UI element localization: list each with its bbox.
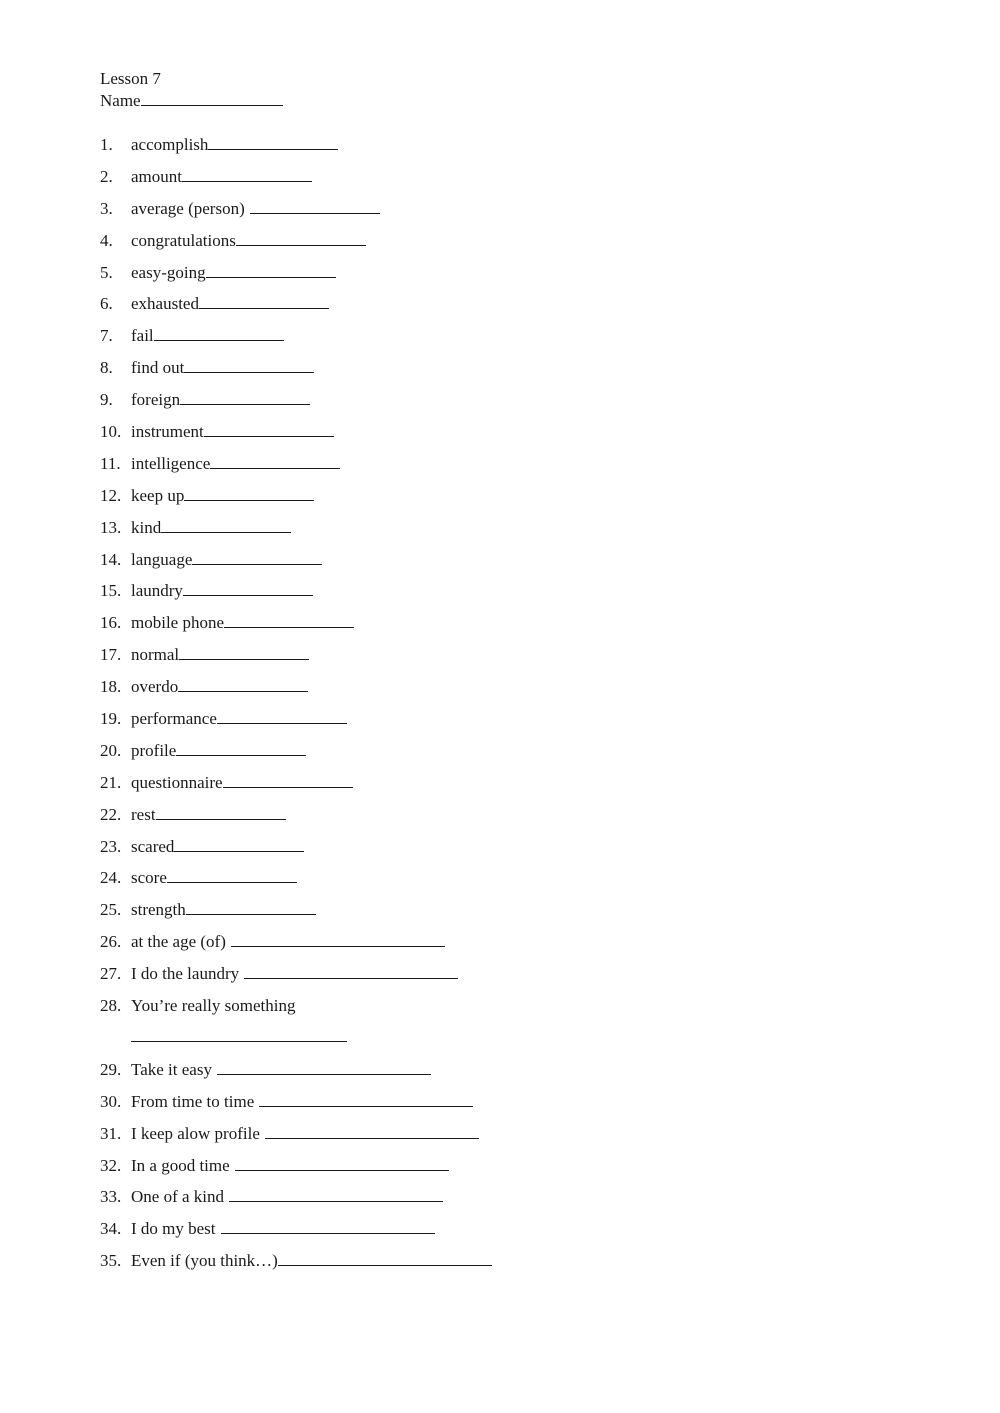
answer-blank[interactable] bbox=[265, 1123, 479, 1139]
item-term: instrument bbox=[131, 422, 204, 442]
item-term: easy-going bbox=[131, 262, 206, 282]
item-term: score bbox=[131, 868, 167, 888]
item-term: keep up bbox=[131, 485, 185, 505]
item-number: 17. bbox=[100, 645, 122, 665]
answer-blank[interactable] bbox=[131, 1026, 347, 1042]
item-number: 33. bbox=[100, 1187, 122, 1207]
item-term: foreign bbox=[131, 390, 181, 410]
answer-blank[interactable] bbox=[217, 1059, 431, 1075]
list-item bbox=[100, 324, 492, 356]
answer-blank[interactable] bbox=[186, 899, 316, 915]
item-number: 9. bbox=[100, 390, 113, 410]
item-number: 14. bbox=[100, 549, 122, 569]
answer-blank[interactable] bbox=[217, 708, 347, 724]
item-number: 5. bbox=[100, 262, 113, 282]
answer-blank[interactable] bbox=[178, 676, 308, 692]
item-number: 10. bbox=[100, 422, 122, 442]
item-number: 6. bbox=[100, 294, 113, 314]
list-item bbox=[100, 611, 492, 643]
item-term: Take it easy bbox=[131, 1059, 212, 1079]
list-item bbox=[100, 835, 492, 867]
answer-blank[interactable] bbox=[278, 1250, 492, 1266]
answer-blank[interactable] bbox=[236, 230, 366, 246]
answer-blank[interactable] bbox=[221, 1218, 435, 1234]
item-number: 15. bbox=[100, 581, 122, 601]
answer-blank[interactable] bbox=[244, 963, 458, 979]
item-number: 1. bbox=[100, 135, 113, 154]
item-number: 24. bbox=[100, 868, 122, 888]
item-term: In a good time bbox=[131, 1155, 230, 1175]
list-item bbox=[100, 739, 492, 771]
item-number: 32. bbox=[100, 1155, 122, 1175]
item-number: 12. bbox=[100, 485, 122, 505]
list-item bbox=[100, 165, 492, 197]
answer-blank[interactable] bbox=[180, 389, 310, 405]
list-item bbox=[100, 133, 492, 165]
list-item bbox=[100, 1249, 492, 1281]
answer-blank[interactable] bbox=[229, 1186, 443, 1202]
answer-blank[interactable] bbox=[199, 293, 329, 309]
item-term: You’re really something bbox=[131, 996, 296, 1016]
list-item bbox=[100, 197, 492, 229]
name-blank[interactable] bbox=[141, 91, 283, 106]
answer-blank[interactable] bbox=[176, 740, 306, 756]
list-item bbox=[100, 484, 492, 516]
item-term: find out bbox=[131, 358, 185, 378]
item-term: performance bbox=[131, 709, 217, 729]
item-term: Even if (you think…) bbox=[131, 1251, 278, 1271]
name-line bbox=[100, 90, 283, 112]
list-item bbox=[100, 388, 492, 420]
item-number: 28. bbox=[100, 996, 122, 1016]
item-term: I do the laundry bbox=[131, 964, 240, 984]
answer-blank[interactable] bbox=[156, 804, 286, 820]
item-term: normal bbox=[131, 645, 180, 665]
item-number: 29. bbox=[100, 1059, 122, 1079]
item-term: amount bbox=[131, 166, 182, 186]
answer-blank[interactable] bbox=[174, 836, 304, 852]
item-term: rest bbox=[131, 804, 156, 824]
list-item bbox=[100, 1217, 492, 1249]
item-number: 25. bbox=[100, 900, 122, 920]
list-item bbox=[100, 994, 492, 1058]
item-number: 8. bbox=[100, 358, 113, 378]
list-item bbox=[100, 356, 492, 388]
item-number: 34. bbox=[100, 1219, 122, 1239]
list-item bbox=[100, 675, 492, 707]
answer-blank[interactable] bbox=[259, 1091, 473, 1107]
item-number: 7. bbox=[100, 326, 113, 346]
item-number: 18. bbox=[100, 677, 122, 697]
item-number: 19. bbox=[100, 709, 122, 729]
item-number: 30. bbox=[100, 1091, 122, 1111]
item-term: average (person) bbox=[131, 198, 245, 218]
item-term: language bbox=[131, 549, 193, 569]
item-number: 16. bbox=[100, 613, 122, 633]
item-term: One of a kind bbox=[131, 1187, 225, 1207]
answer-blank[interactable] bbox=[235, 1155, 449, 1171]
item-number: 4. bbox=[100, 230, 113, 250]
item-term: intelligence bbox=[131, 453, 211, 473]
item-number: 26. bbox=[100, 932, 122, 952]
vocabulary-list bbox=[100, 133, 492, 1281]
item-number: 20. bbox=[100, 740, 122, 760]
item-term: at the age (of) bbox=[131, 932, 226, 952]
item-number: 22. bbox=[100, 804, 122, 824]
item-term: I do my best bbox=[131, 1219, 216, 1239]
item-number: 31. bbox=[100, 1123, 122, 1143]
answer-blank[interactable] bbox=[154, 325, 284, 341]
list-item bbox=[100, 771, 492, 803]
list-item bbox=[100, 1090, 492, 1122]
list-item bbox=[100, 516, 492, 548]
item-term: questionnaire bbox=[131, 772, 223, 792]
lesson-title: Lesson 7 bbox=[100, 69, 161, 88]
answer-blank[interactable] bbox=[224, 612, 354, 628]
item-number: 35. bbox=[100, 1251, 122, 1271]
answer-blank[interactable] bbox=[204, 421, 334, 437]
list-item bbox=[100, 420, 492, 452]
item-term: scared bbox=[131, 836, 175, 856]
item-term: From time to time bbox=[131, 1091, 255, 1111]
item-number: 2. bbox=[100, 166, 113, 186]
answer-blank[interactable] bbox=[223, 772, 353, 788]
item-term: strength bbox=[131, 900, 186, 920]
item-term: fail bbox=[131, 326, 154, 346]
list-item bbox=[100, 292, 492, 324]
item-term: kind bbox=[131, 517, 162, 537]
list-item bbox=[100, 579, 492, 611]
name-label: Name bbox=[100, 91, 141, 110]
answer-blank[interactable] bbox=[210, 453, 340, 469]
item-number: 3. bbox=[100, 198, 113, 218]
list-item bbox=[100, 707, 492, 739]
answer-blank[interactable] bbox=[184, 485, 314, 501]
list-item bbox=[100, 452, 492, 484]
answer-blank[interactable] bbox=[250, 198, 380, 214]
item-term: congratulations bbox=[131, 230, 236, 250]
item-number: 11. bbox=[100, 453, 121, 473]
item-term: exhausted bbox=[131, 294, 199, 314]
item-term: accomplish bbox=[131, 135, 209, 154]
item-number: 21. bbox=[100, 772, 122, 792]
item-term: profile bbox=[131, 740, 177, 760]
item-number: 13. bbox=[100, 517, 122, 537]
list-item bbox=[100, 962, 492, 994]
list-item bbox=[100, 898, 492, 930]
worksheet-header bbox=[100, 68, 283, 112]
answer-blank[interactable] bbox=[182, 166, 312, 182]
answer-blank[interactable] bbox=[184, 357, 314, 373]
answer-blank[interactable] bbox=[192, 549, 322, 565]
answer-blank[interactable] bbox=[161, 517, 291, 533]
list-item bbox=[100, 261, 492, 293]
list-item bbox=[100, 548, 492, 580]
item-number: 23. bbox=[100, 836, 122, 856]
list-item bbox=[100, 643, 492, 675]
item-term: I keep alow profile bbox=[131, 1123, 260, 1143]
list-item bbox=[100, 930, 492, 962]
answer-blank[interactable] bbox=[179, 644, 309, 660]
list-item bbox=[100, 803, 492, 835]
item-term: mobile phone bbox=[131, 613, 225, 633]
list-item bbox=[100, 866, 492, 898]
item-term: overdo bbox=[131, 677, 179, 697]
answer-blank[interactable] bbox=[231, 931, 445, 947]
list-item bbox=[100, 1185, 492, 1217]
item-term: laundry bbox=[131, 581, 183, 601]
list-item bbox=[100, 1122, 492, 1154]
item-number: 27. bbox=[100, 964, 122, 984]
list-item bbox=[100, 1058, 492, 1090]
answer-blank[interactable] bbox=[206, 262, 336, 278]
answer-blank[interactable] bbox=[208, 134, 338, 150]
answer-blank[interactable] bbox=[183, 580, 313, 596]
answer-blank[interactable] bbox=[167, 867, 297, 883]
list-item bbox=[100, 229, 492, 261]
list-item bbox=[100, 1154, 492, 1186]
